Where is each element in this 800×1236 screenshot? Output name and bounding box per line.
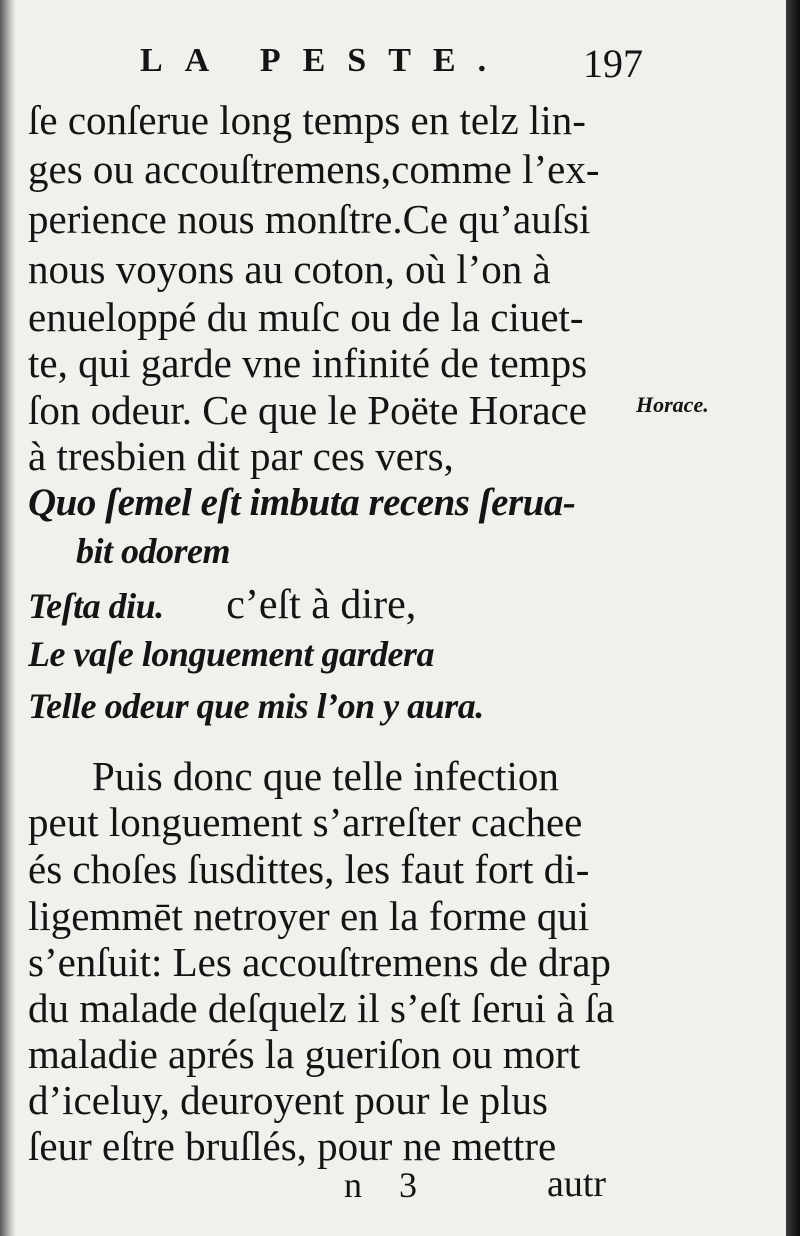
paragraph-line: maladie aprés la gueriſon ou mort	[28, 1031, 581, 1077]
text-line: nous voyons au coton, où l’on à	[28, 246, 551, 292]
margin-note: Horace.	[636, 392, 709, 417]
text-line: ges ou accouſtremens,comme l’ex-	[28, 146, 600, 192]
catchword: autr	[547, 1163, 607, 1205]
verse-latin-line	[28, 580, 416, 629]
verse-transition: c’eſt à dire,	[226, 582, 417, 628]
page-gutter-shadow	[0, 0, 16, 1236]
verse-french-line: Le vaſe longuement gardera	[28, 634, 434, 674]
text-line: perience nous monſtre.Ce qu’auſsi	[28, 196, 591, 242]
paragraph-line: ſeur eſtre bruſlés, pour ne mettre	[28, 1123, 557, 1169]
verse-latin-fragment: Teſta diu.	[28, 586, 164, 626]
paragraph-line: s’enſuit: Les accouſtremens de drap	[28, 939, 611, 985]
verse-latin-line: bit odorem	[76, 531, 230, 571]
signature-mark: n 3	[344, 1165, 417, 1205]
scan-edge-shadow	[786, 0, 800, 1236]
running-title: LA PESTE.	[140, 42, 509, 79]
text-line: te, qui garde vne infinité de temps	[28, 340, 588, 386]
verse-french-line: Telle odeur que mis l’on y aura.	[28, 686, 484, 726]
page-number: 197	[583, 41, 643, 86]
verse-latin-line: Quo ſemel eſt imbuta recens ſerua-	[28, 481, 576, 524]
paragraph-line: d’iceluy, deuroyent pour le plus	[28, 1077, 548, 1123]
paragraph-line: és choſes ſusdittes, les faut fort di-	[28, 846, 590, 892]
text-line: ſe conſerue long temps en telz lin-	[28, 97, 586, 143]
text-line: enueloppé du muſc ou de la ciuet-	[28, 294, 584, 340]
paragraph-line: ligemmēt netroyer en la forme qui	[28, 893, 590, 939]
text-line: à tresbien dit par ces vers,	[28, 433, 454, 479]
paragraph-line: du malade deſquelz il s’eſt ſerui à ſa	[28, 985, 615, 1031]
text-line: ſon odeur. Ce que le Poëte Horace	[28, 387, 588, 433]
paragraph-line: peut longuement s’arreſter cachee	[28, 799, 583, 845]
paragraph-line: Puis donc que telle infection	[92, 753, 559, 799]
